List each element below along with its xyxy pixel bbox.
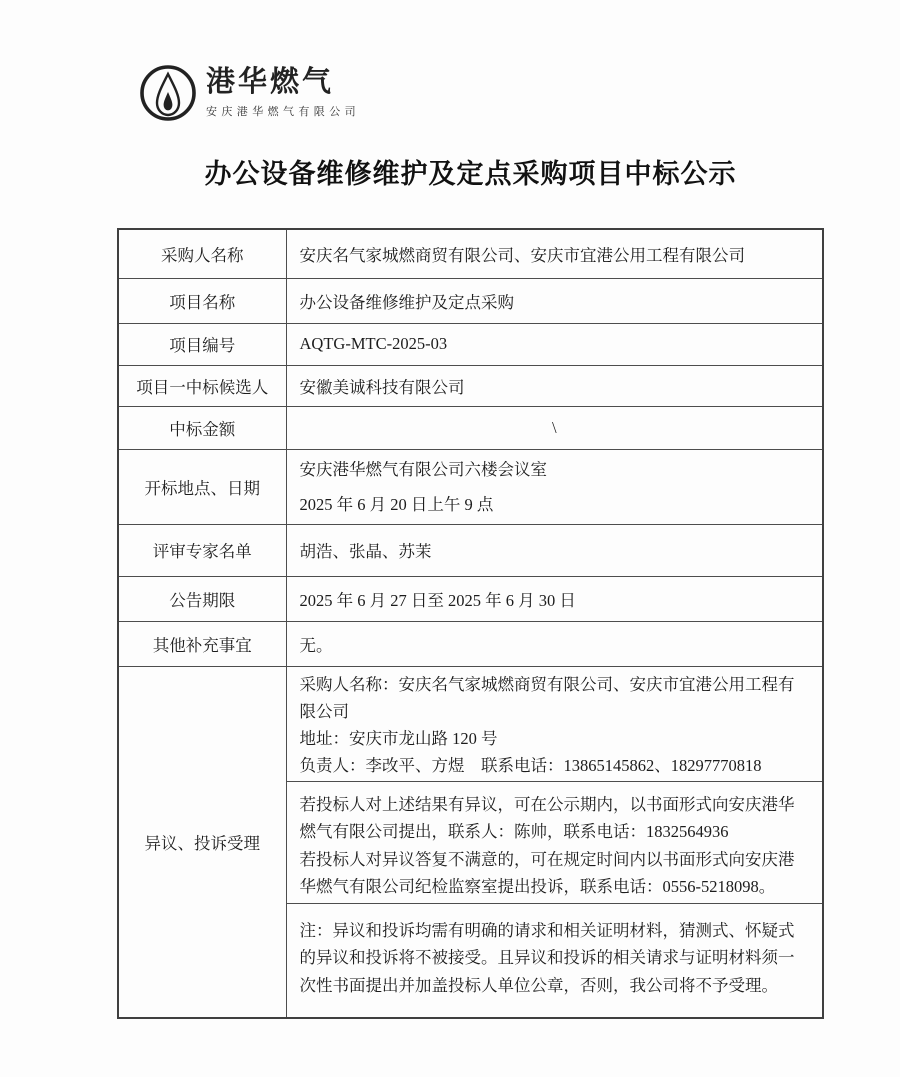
table-row-experts (118, 524, 823, 576)
row-value-opening-place-date (286, 449, 823, 524)
opening-date-line: 2025 年 6 月 20 日上午 9 点 (299, 494, 494, 514)
row-value-purchaser: 安庆名气家城燃商贸有限公司、安庆市宜港公用工程有限公司 (286, 229, 823, 278)
row-value-project-number: AQTG-MTC-2025-03 (286, 323, 823, 365)
table-row-announcement-period (118, 576, 823, 621)
row-label-winning-candidate: 项目一中标候选人 (118, 365, 286, 406)
row-value-experts: 胡浩、张晶、苏茉 (286, 524, 823, 576)
objection-note-info (286, 903, 823, 1018)
complaint-procedure-line: 若投标人对异议答复不满意的，可在规定时间内以书面形式向安庆港华燃气有限公司纪检监察室提出投诉，联系电话：0556-5218098。 (299, 849, 795, 896)
row-value-winning-amount: \ (286, 406, 823, 449)
logo-brand-name: 港华燃气 (206, 65, 335, 98)
row-value-winning-candidate: 安徽美诚科技有限公司 (286, 365, 823, 406)
objection-note-line: 注：异议和投诉均需有明确的请求和相关证明材料，猜测式、怀疑式的异议和投诉将不被接受。且异议和投诉的相关请求与证明材料须一次性书面提出并加盖投标人单位公章，否则，我公司将不予受理。 (299, 920, 795, 995)
company-logo (138, 63, 360, 123)
row-value-project-name: 办公设备维修维护及定点采购 (286, 278, 823, 323)
table-row-project-number (118, 323, 823, 365)
row-label-purchaser: 采购人名称 (118, 229, 286, 278)
table-row-project-name (118, 278, 823, 323)
table-row-winning-candidate (118, 365, 823, 406)
objection-procedure-info (286, 781, 823, 903)
row-label-project-name: 项目名称 (118, 278, 286, 323)
objection-person-line: 负责人：李改平、方煜 联系电话：13865145862、18297770818 (299, 755, 762, 775)
objection-procedure-line: 若投标人对上述结果有异议，可在公示期内，以书面形式向安庆港华燃气有限公司提出，联系人：陈帅，联系电话：1832564936 (299, 794, 795, 841)
opening-place-line: 安庆港华燃气有限公司六楼会议室 (299, 459, 547, 479)
logo-text (206, 67, 360, 120)
flame-logo-icon (138, 63, 198, 123)
row-label-opening-place-date: 开标地点、日期 (118, 449, 286, 524)
row-label-experts: 评审专家名单 (118, 524, 286, 576)
row-label-announcement-period: 公告期限 (118, 576, 286, 621)
row-label-objection: 异议、投诉受理 (118, 666, 286, 1018)
row-label-other-matters: 其他补充事宜 (118, 621, 286, 666)
table-row-other-matters (118, 621, 823, 666)
page-title: 办公设备维修维护及定点采购项目中标公示 (204, 159, 737, 189)
row-label-project-number: 项目编号 (118, 323, 286, 365)
row-label-winning-amount: 中标金额 (118, 406, 286, 449)
logo-company-name: 安庆港华燃气有限公司 (206, 106, 360, 119)
objection-purchaser-line: 采购人名称：安庆名气家城燃商贸有限公司、安庆市宜港公用工程有限公司 (299, 674, 795, 721)
row-value-other-matters: 无。 (286, 621, 823, 666)
table-row-purchaser (118, 229, 823, 278)
table-row-winning-amount (118, 406, 823, 449)
row-value-announcement-period: 2025 年 6 月 27 日至 2025 年 6 月 30 日 (286, 576, 823, 621)
bid-announcement-table (117, 228, 824, 1019)
table-row-objection-contact (118, 666, 823, 781)
table-row-opening-place-date (118, 449, 823, 524)
objection-purchaser-info (286, 666, 823, 781)
objection-address-line: 地址：安庆市龙山路 120 号 (299, 728, 498, 748)
